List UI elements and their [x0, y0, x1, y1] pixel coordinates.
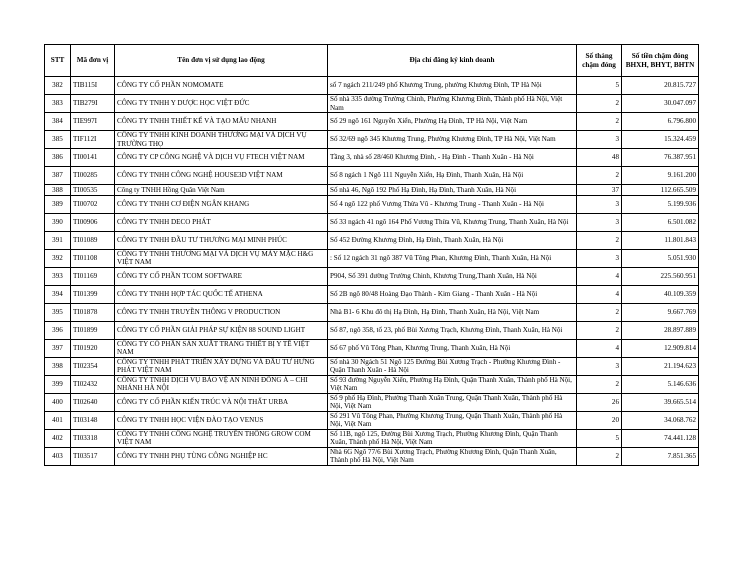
cell-amount-late: 30.047.097 — [622, 95, 699, 113]
cell-amount-late: 112.665.509 — [622, 185, 699, 196]
table-row — [45, 429, 699, 447]
cell-amount-late: 21.194.623 — [622, 357, 699, 375]
cell-months-late: 3 — [577, 249, 622, 267]
cell-company-name: CÔNG TY CỔ PHẦN TCOM SOFTWARE — [115, 267, 328, 285]
cell-unit-code: TIF112I — [71, 131, 115, 149]
cell-company-name: CÔNG TY TNHH HỢP TÁC QUỐC TẾ ATHENA — [115, 285, 328, 303]
cell-address: P904, Số 391 đường Trường Chinh, Khương Trung,Thanh Xuân, Hà Nội — [328, 267, 577, 285]
cell-unit-code: TI03517 — [71, 447, 115, 465]
table-row — [45, 95, 699, 113]
cell-company-name: CÔNG TY TNHH HỌC VIỆN ĐÀO TẠO VENUS — [115, 411, 328, 429]
cell-address: Số 67 phố Vũ Tông Phan, Khương Trung, Thanh Xuân, Hà Nội — [328, 339, 577, 357]
cell-unit-code: TI02354 — [71, 357, 115, 375]
header-address: Địa chỉ đăng ký kinh doanh — [328, 45, 577, 77]
cell-company-name: CÔNG TY TNHH Y DƯỢC HỌC VIỆT ĐỨC — [115, 95, 328, 113]
cell-unit-code: TI02432 — [71, 375, 115, 393]
cell-unit-code: TIB115I — [71, 77, 115, 95]
cell-address: Số 291 Vũ Tông Phan, Phường Khương Trung, Quận Thanh Xuân, Thành phố Hà Nội, Việt Nam — [328, 411, 577, 429]
cell-amount-late: 7.851.365 — [622, 447, 699, 465]
header-row — [45, 45, 699, 77]
cell-stt: 390 — [45, 213, 71, 231]
cell-amount-late: 5.199.936 — [622, 195, 699, 213]
cell-amount-late: 12.909.814 — [622, 339, 699, 357]
cell-company-name: CÔNG TY TNHH THƯƠNG MẠI VÀ DỊCH VỤ MÁY MẶC H&G VIỆT NAM — [115, 249, 328, 267]
cell-stt: 403 — [45, 447, 71, 465]
cell-months-late: 2 — [577, 447, 622, 465]
cell-unit-code: TI01169 — [71, 267, 115, 285]
cell-stt: 388 — [45, 185, 71, 196]
cell-address: Số 33 ngách 41 ngõ 164 Phố Vương Thừa Vũ, Khương Trung, Thanh Xuân, Hà Nội — [328, 213, 577, 231]
table-row — [45, 375, 699, 393]
table-row — [45, 213, 699, 231]
cell-stt: 402 — [45, 429, 71, 447]
cell-address: Số 29 ngõ 161 Nguyễn Xiển, Phường Hạ Đình, TP Hà Nội, Việt Nam — [328, 113, 577, 131]
cell-unit-code: TI03318 — [71, 429, 115, 447]
cell-company-name: CÔNG TY TNHH KINH DOANH THƯƠNG MẠI VÀ DỊCH VỤ TRƯỜNG THỌ — [115, 131, 328, 149]
table-row — [45, 113, 699, 131]
cell-months-late: 37 — [577, 185, 622, 196]
cell-months-late: 2 — [577, 113, 622, 131]
cell-company-name: CÔNG TY TNHH CÔNG NGHỆ HOUSE3D VIỆT NAM — [115, 167, 328, 185]
cell-stt: 383 — [45, 95, 71, 113]
cell-amount-late: 5.051.930 — [622, 249, 699, 267]
cell-unit-code: TIB279I — [71, 95, 115, 113]
cell-address: Số nhà 335 đường Trường Chinh, Phường Khương Đình, Thành phố Hà Nội, Việt Nam — [328, 95, 577, 113]
cell-months-late: 48 — [577, 149, 622, 167]
cell-amount-late: 6.501.082 — [622, 213, 699, 231]
cell-amount-late: 9.161.200 — [622, 167, 699, 185]
cell-stt: 397 — [45, 339, 71, 357]
cell-company-name: CÔNG TY CỔ PHẦN NOMOMATE — [115, 77, 328, 95]
cell-company-name: CÔNG TY TNHH CÔNG NGHỆ TRUYỀN THÔNG GROW COM VIỆT NAM — [115, 429, 328, 447]
cell-unit-code: TIE997I — [71, 113, 115, 131]
cell-stt: 400 — [45, 393, 71, 411]
cell-unit-code: TI01089 — [71, 231, 115, 249]
cell-company-name: CÔNG TY TNHH PHỤ TÙNG CÔNG NGHIỆP HC — [115, 447, 328, 465]
cell-company-name: CÔNG TY CỔ PHẦN SẢN XUẤT TRANG THIẾT BỊ Y TẾ VIỆT NAM — [115, 339, 328, 357]
cell-amount-late: 74.441.128 — [622, 429, 699, 447]
cell-months-late: 3 — [577, 131, 622, 149]
cell-company-name: CÔNG TY TNHH DECO PHÁT — [115, 213, 328, 231]
cell-address: Số 452 Đường Khương Đình, Hạ Đình, Thanh Xuân, Hà Nội — [328, 231, 577, 249]
cell-address: Số 9 phố Hạ Đình, Phường Thanh Xuân Trung, Quận Thanh Xuân, Thành phố Hà Nội, Việt Nam — [328, 393, 577, 411]
cell-company-name: CÔNG TY TNHH TRUYỀN THÔNG V PRODUCTION — [115, 303, 328, 321]
cell-months-late: 2 — [577, 303, 622, 321]
cell-amount-late: 28.897.889 — [622, 321, 699, 339]
header-months: Số tháng chậm đóng — [577, 45, 622, 77]
cell-amount-late: 76.387.951 — [622, 149, 699, 167]
cell-stt: 392 — [45, 249, 71, 267]
cell-unit-code: TI00702 — [71, 195, 115, 213]
cell-stt: 382 — [45, 77, 71, 95]
cell-unit-code: TI01920 — [71, 339, 115, 357]
cell-months-late: 3 — [577, 213, 622, 231]
header-code: Mã đơn vị — [71, 45, 115, 77]
cell-amount-late: 20.815.727 — [622, 77, 699, 95]
cell-months-late: 20 — [577, 411, 622, 429]
table-row — [45, 167, 699, 185]
cell-unit-code: TI01878 — [71, 303, 115, 321]
cell-unit-code: TI01108 — [71, 249, 115, 267]
cell-address: Số 11B, ngõ 125, Đường Bùi Xương Trạch, Phường Khương Đình, Quận Thanh Xuân, Thành phố Hà Nội, Việt Nam — [328, 429, 577, 447]
cell-unit-code: TI00535 — [71, 185, 115, 196]
cell-company-name: CÔNG TY TNHH THIẾT KẾ VÀ TẠO MẪU NHANH — [115, 113, 328, 131]
cell-company-name: CÔNG TY CỔ PHẦN KIẾN TRÚC VÀ NỘI THẤT URBA — [115, 393, 328, 411]
table-row — [45, 321, 699, 339]
cell-stt: 394 — [45, 285, 71, 303]
cell-address: Số 93 đường Nguyễn Xiển, Phường Hạ Đình, Quận Thanh Xuân, Thành phố Hà Nội, Việt Nam — [328, 375, 577, 393]
cell-stt: 387 — [45, 167, 71, 185]
cell-address: Số 32/69 ngõ 345 Khương Trung, Phường Khương Đình, TP Hà Nội, Việt Nam — [328, 131, 577, 149]
cell-unit-code: TI01399 — [71, 285, 115, 303]
table-row — [45, 285, 699, 303]
table-row — [45, 131, 699, 149]
cell-company-name: CÔNG TY CP CÔNG NGHỆ VÀ DỊCH VỤ FTECH VIỆT NAM — [115, 149, 328, 167]
cell-months-late: 4 — [577, 267, 622, 285]
cell-months-late: 5 — [577, 429, 622, 447]
cell-stt: 401 — [45, 411, 71, 429]
cell-amount-late: 11.801.843 — [622, 231, 699, 249]
cell-stt: 399 — [45, 375, 71, 393]
cell-months-late: 5 — [577, 77, 622, 95]
cell-address: Số 4 ngõ 122 phố Vương Thừa Vũ - Khương Trung - Thanh Xuân - Hà Nội — [328, 195, 577, 213]
cell-address: Số nhà 46, Ngõ 192 Phố Hạ Đình, Hạ Đình, Thanh Xuân, Hà Nội — [328, 185, 577, 196]
cell-months-late: 2 — [577, 167, 622, 185]
cell-stt: 395 — [45, 303, 71, 321]
cell-address: Số 87, ngõ 358, tổ 23, phố Bùi Xương Trạch, Khương Đình, Thanh Xuân, Hà Nội — [328, 321, 577, 339]
cell-company-name: CÔNG TY TNHH ĐẦU TƯ THƯƠNG MẠI MINH PHÚC — [115, 231, 328, 249]
cell-months-late: 3 — [577, 357, 622, 375]
table-row — [45, 77, 699, 95]
cell-stt: 384 — [45, 113, 71, 131]
header-stt: STT — [45, 45, 71, 77]
header-amount: Số tiền chậm đóng BHXH, BHYT, BHTN — [622, 45, 699, 77]
table-row — [45, 411, 699, 429]
cell-company-name: CÔNG TY TNHH PHÁT TRIỂN XÂY DỰNG VÀ ĐẦU TƯ HƯNG PHÁT VIỆT NAM — [115, 357, 328, 375]
table-row — [45, 357, 699, 375]
header-name: Tên đơn vị sử dụng lao động — [115, 45, 328, 77]
cell-company-name: Công ty TNHH Hồng Quân Việt Nam — [115, 185, 328, 196]
cell-unit-code: TI00141 — [71, 149, 115, 167]
debt-table — [44, 44, 699, 466]
cell-stt: 389 — [45, 195, 71, 213]
cell-address: Số 8 ngách 1 Ngõ 111 Nguyễn Xiển, Hạ Đình, Thanh Xuân, Hà Nội — [328, 167, 577, 185]
cell-company-name: CÔNG TY CỔ PHẦN GIẢI PHÁP SỰ KIỆN 88 SOUND LIGHT — [115, 321, 328, 339]
cell-address: Nhà 6G Ngõ 77/6 Bùi Xương Trạch, Phường Khương Đình, Quận Thanh Xuân, Thành phố Hà Nội, Việt Nam — [328, 447, 577, 465]
cell-address: Số nhà 30 Ngách 51 Ngõ 125 Đường Bùi Xương Trạch - Phường Khương Đình - Quận Thanh Xuân - Hà Nội — [328, 357, 577, 375]
cell-address: Nhà B1- 6 Khu đô thị Hạ Đình, Hạ Đình, Thanh Xuân, Hà Nội, Việt Nam — [328, 303, 577, 321]
table-row — [45, 303, 699, 321]
cell-address: số 7 ngách 211/249 phố Khương Trung, phường Khương Đình, TP Hà Nội — [328, 77, 577, 95]
cell-stt: 396 — [45, 321, 71, 339]
table-row — [45, 249, 699, 267]
cell-company-name: CÔNG TY TNHH CƠ ĐIỆN NGÂN KHANG — [115, 195, 328, 213]
cell-stt: 398 — [45, 357, 71, 375]
cell-amount-late: 5.146.636 — [622, 375, 699, 393]
table-row — [45, 149, 699, 167]
table-row — [45, 267, 699, 285]
cell-amount-late: 225.560.951 — [622, 267, 699, 285]
cell-months-late: 26 — [577, 393, 622, 411]
cell-stt: 393 — [45, 267, 71, 285]
table-row — [45, 185, 699, 196]
cell-months-late: 2 — [577, 375, 622, 393]
cell-months-late: 4 — [577, 285, 622, 303]
cell-unit-code: TI00285 — [71, 167, 115, 185]
cell-amount-late: 15.324.459 — [622, 131, 699, 149]
cell-address: Số 2B ngõ 80/48 Hoàng Đạo Thành - Kim Giang - Thanh Xuân - Hà Nội — [328, 285, 577, 303]
cell-amount-late: 40.109.359 — [622, 285, 699, 303]
table-row — [45, 393, 699, 411]
table-row — [45, 447, 699, 465]
cell-amount-late: 34.068.762 — [622, 411, 699, 429]
document-page — [44, 44, 699, 466]
cell-months-late: 2 — [577, 95, 622, 113]
cell-unit-code: TI03148 — [71, 411, 115, 429]
cell-unit-code: TI00906 — [71, 213, 115, 231]
table-row — [45, 231, 699, 249]
cell-months-late: 2 — [577, 321, 622, 339]
cell-stt: 391 — [45, 231, 71, 249]
cell-months-late: 3 — [577, 195, 622, 213]
cell-stt: 386 — [45, 149, 71, 167]
table-row — [45, 195, 699, 213]
cell-months-late: 2 — [577, 231, 622, 249]
cell-months-late: 4 — [577, 339, 622, 357]
cell-address: : Số 12 ngách 31 ngõ 387 Vũ Tông Phan, Khương Đình, Thanh Xuân, Hà Nội — [328, 249, 577, 267]
table-row — [45, 339, 699, 357]
cell-amount-late: 6.796.800 — [622, 113, 699, 131]
cell-stt: 385 — [45, 131, 71, 149]
cell-unit-code: TI02640 — [71, 393, 115, 411]
cell-amount-late: 9.667.769 — [622, 303, 699, 321]
cell-address: Tầng 3, nhà số 28/460 Khương Đình, - Hạ Đình - Thanh Xuân - Hà Nội — [328, 149, 577, 167]
cell-company-name: CÔNG TY TNHH DỊCH VỤ BẢO VỆ AN NINH ĐỒNG Á – CHI NHÁNH HÀ NỘI — [115, 375, 328, 393]
cell-unit-code: TI01899 — [71, 321, 115, 339]
cell-amount-late: 39.665.514 — [622, 393, 699, 411]
